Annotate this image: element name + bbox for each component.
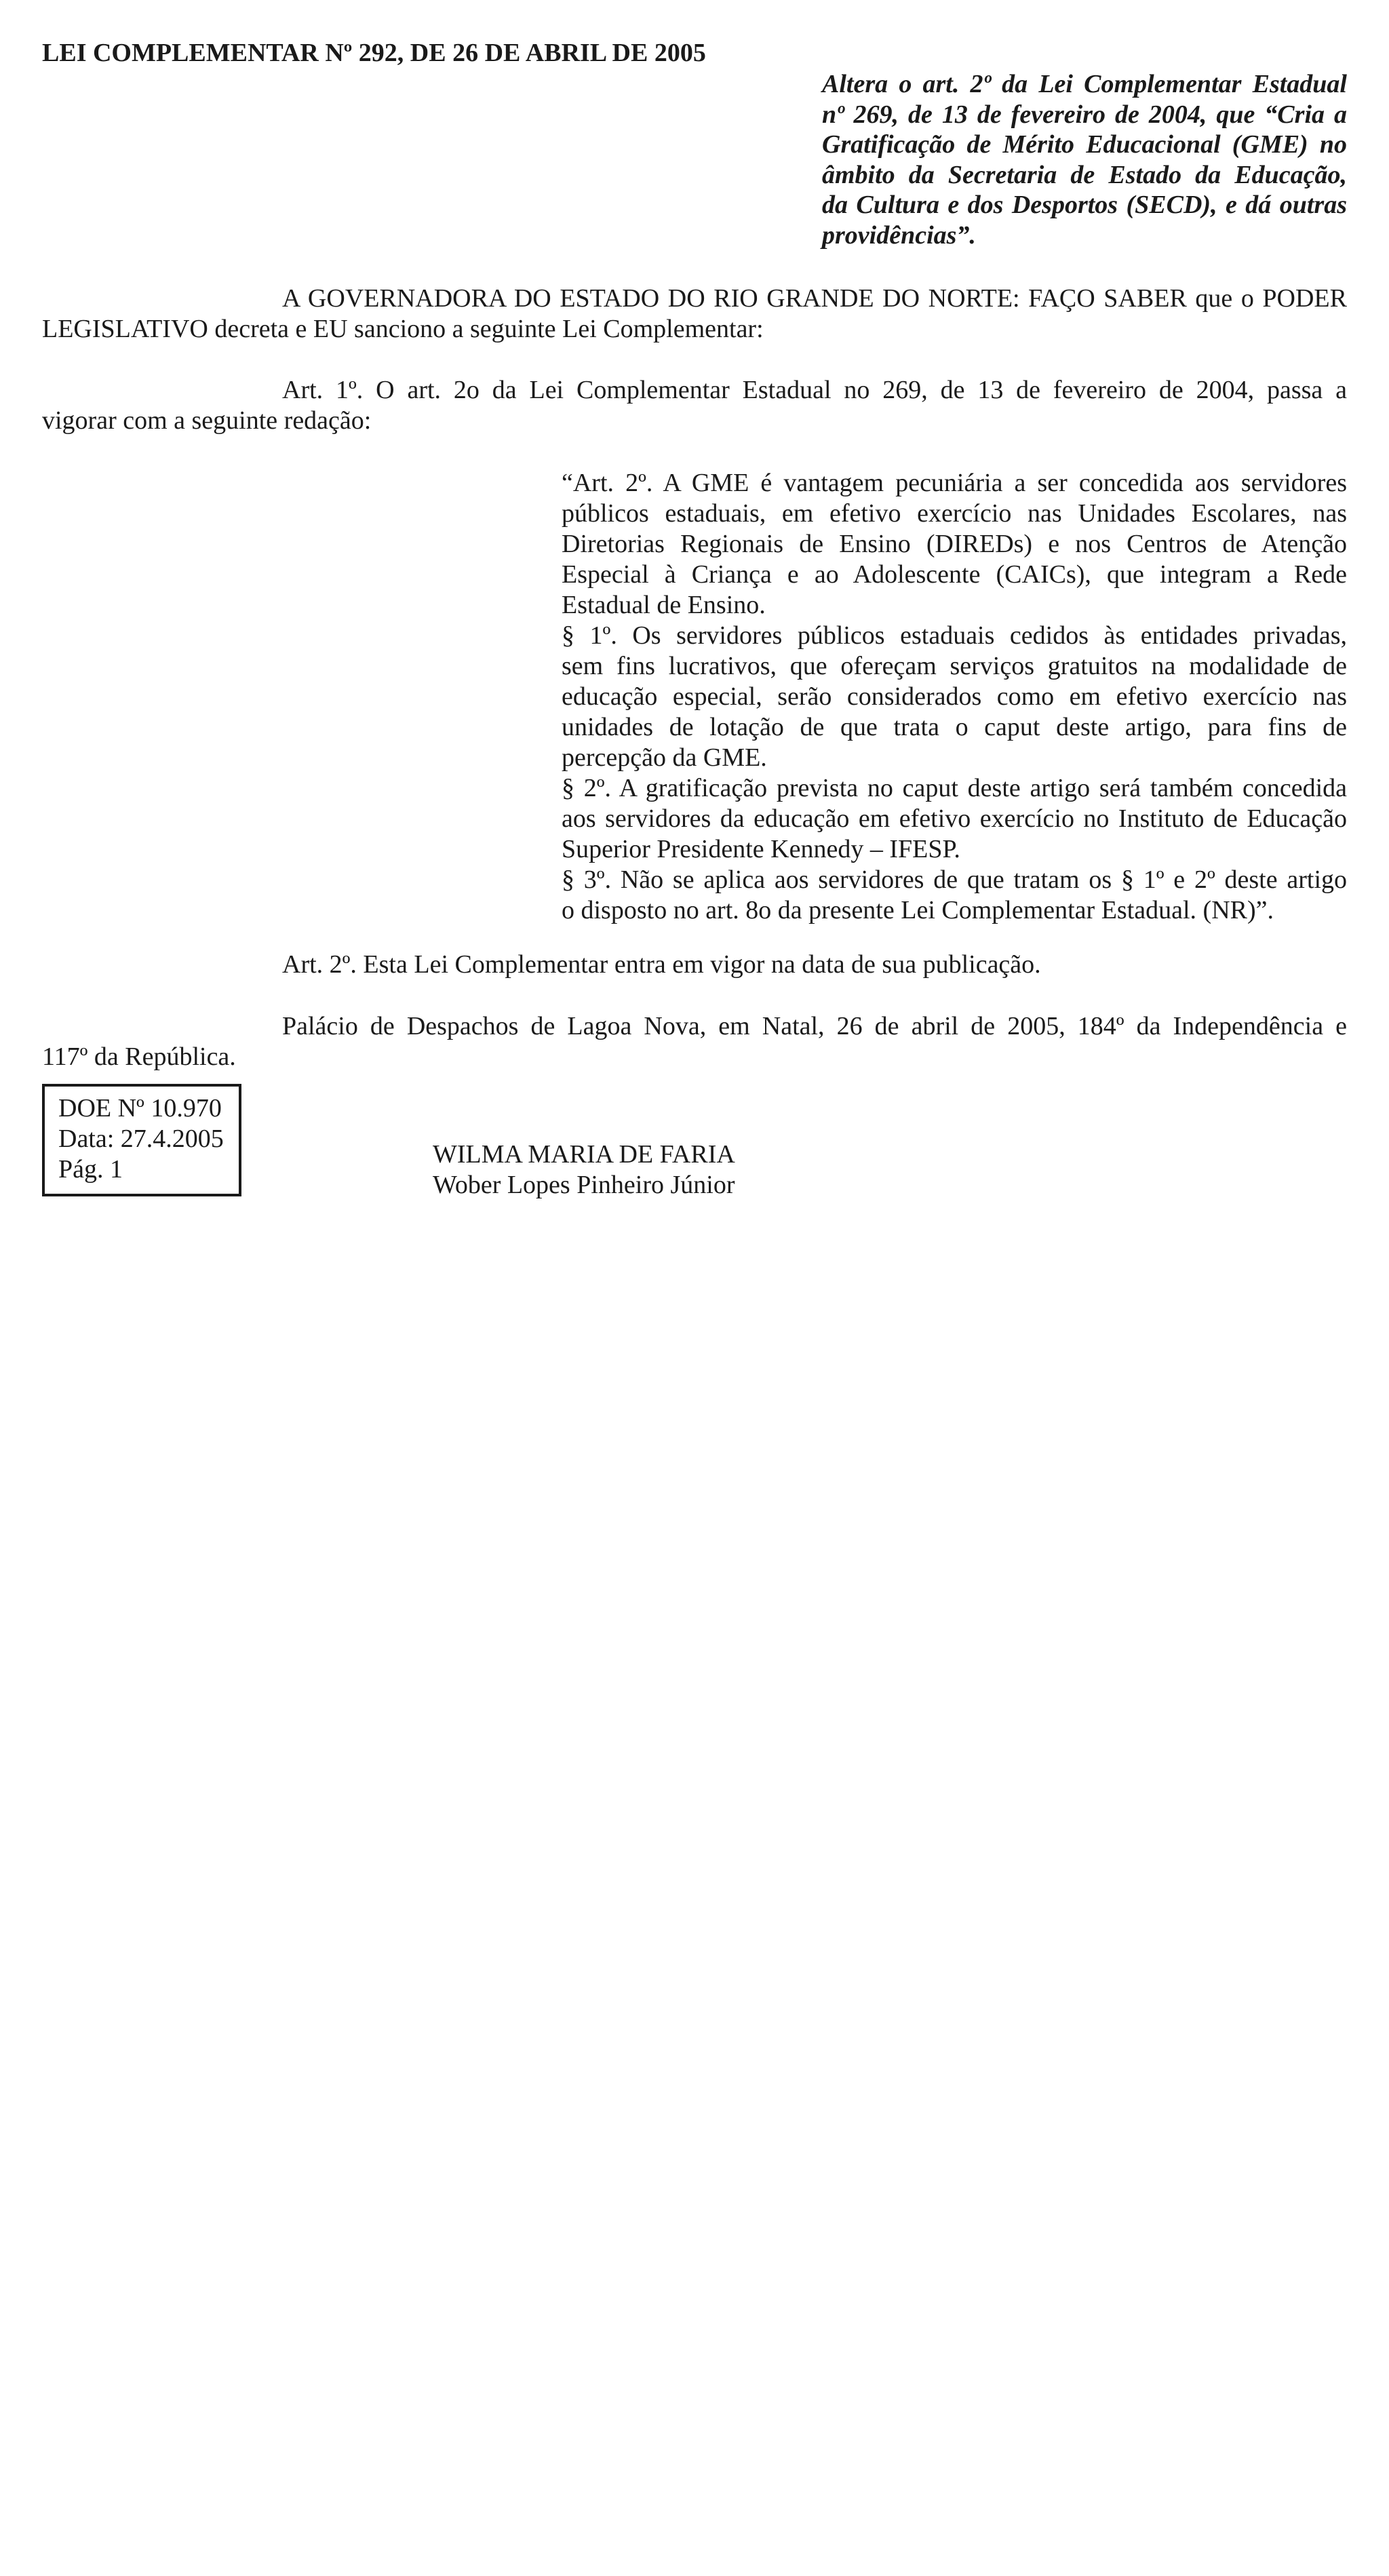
quoted-line: § 3º. Não se aplica aos servidores de que tratam os § 1º e 2º deste artigo [562, 865, 1347, 894]
quoted-line: § 2º. A gratificação prevista no caput deste artigo será também concedida [562, 774, 1347, 802]
quoted-line: “Art. 2º. A GME é vantagem pecuniária a ser concedida aos servidores [562, 469, 1347, 497]
law-summary [822, 69, 1347, 250]
signature-secretary: Wober Lopes Pinheiro Júnior [433, 1171, 735, 1199]
closing-line: Palácio de Despachos de Lagoa Nova, em Natal, 26 de abril de 2005, 184º da Independência e [282, 1012, 1347, 1040]
article-1-line: Art. 1º. O art. 2o da Lei Complementar Estadual no 269, de 13 de fevereiro de 2004, passa a [282, 376, 1347, 404]
quoted-line: sem fins lucrativos, que ofereçam serviços gratuitos na modalidade de [562, 652, 1347, 680]
closing-line: 117º da República. [42, 1042, 236, 1071]
preamble-line: A GOVERNADORA DO ESTADO DO RIO GRANDE DO NORTE: FAÇO SABER que o PODER [282, 284, 1347, 313]
quoted-line: § 1º. Os servidores públicos estaduais cedidos às entidades privadas, [562, 621, 1347, 650]
quoted-article-2 [562, 468, 1347, 926]
summary-line: Altera o art. 2º da Lei Complementar Estadual [822, 70, 1347, 98]
preamble-line: LEGISLATIVO decreta e EU sanciono a seguinte Lei Complementar: [42, 315, 764, 343]
signature-governor: WILMA MARIA DE FARIA [433, 1140, 735, 1169]
article-2-paragraph [42, 950, 1347, 980]
law-title: LEI COMPLEMENTAR Nº 292, DE 26 DE ABRIL DE 2005 [42, 39, 706, 67]
article-2-line: Art. 2º. Esta Lei Complementar entra em vigor na data de sua publicação. [282, 950, 1041, 979]
signatures-block [433, 1139, 735, 1201]
quoted-line: o disposto no art. 8o da presente Lei Complementar Estadual. (NR)”. [562, 896, 1274, 924]
quoted-line: unidades de lotação de que trata o caput deste artigo, para fins de [562, 713, 1347, 741]
doe-date: Data: 27.4.2005 [58, 1125, 224, 1153]
quoted-line: percepção da GME. [562, 743, 767, 772]
article-1-paragraph [42, 375, 1347, 436]
quoted-line: Estadual de Ensino. [562, 591, 766, 619]
doe-page: Pág. 1 [58, 1155, 123, 1184]
summary-line: nº 269, de 13 de fevereiro de 2004, que “Cria a [822, 100, 1347, 129]
preamble-paragraph [42, 284, 1347, 345]
doe-publication-box [42, 1084, 241, 1196]
closing-paragraph [42, 1011, 1347, 1072]
doe-number: DOE Nº 10.970 [58, 1094, 222, 1123]
summary-line: providências”. [822, 220, 976, 250]
quoted-line: Superior Presidente Kennedy – IFESP. [562, 835, 960, 863]
summary-line: âmbito da Secretaria de Estado da Educação, [822, 160, 1347, 189]
quoted-line: aos servidores da educação em efetivo exercício no Instituto de Educação [562, 804, 1347, 833]
summary-line: Gratificação de Mérito Educacional (GME) no [822, 130, 1347, 159]
quoted-line: educação especial, serão considerados como em efetivo exercício nas [562, 682, 1347, 711]
quoted-line: Diretorias Regionais de Ensino (DIREDs) e nos Centros de Atenção [562, 530, 1347, 558]
quoted-line: Especial à Criança e ao Adolescente (CAICs), que integram a Rede [562, 560, 1347, 589]
quoted-line: públicos estaduais, em efetivo exercício nas Unidades Escolares, nas [562, 499, 1347, 528]
article-1-line: vigorar com a seguinte redação: [42, 406, 372, 435]
summary-line: da Cultura e dos Desportos (SECD), e dá outras [822, 191, 1347, 219]
